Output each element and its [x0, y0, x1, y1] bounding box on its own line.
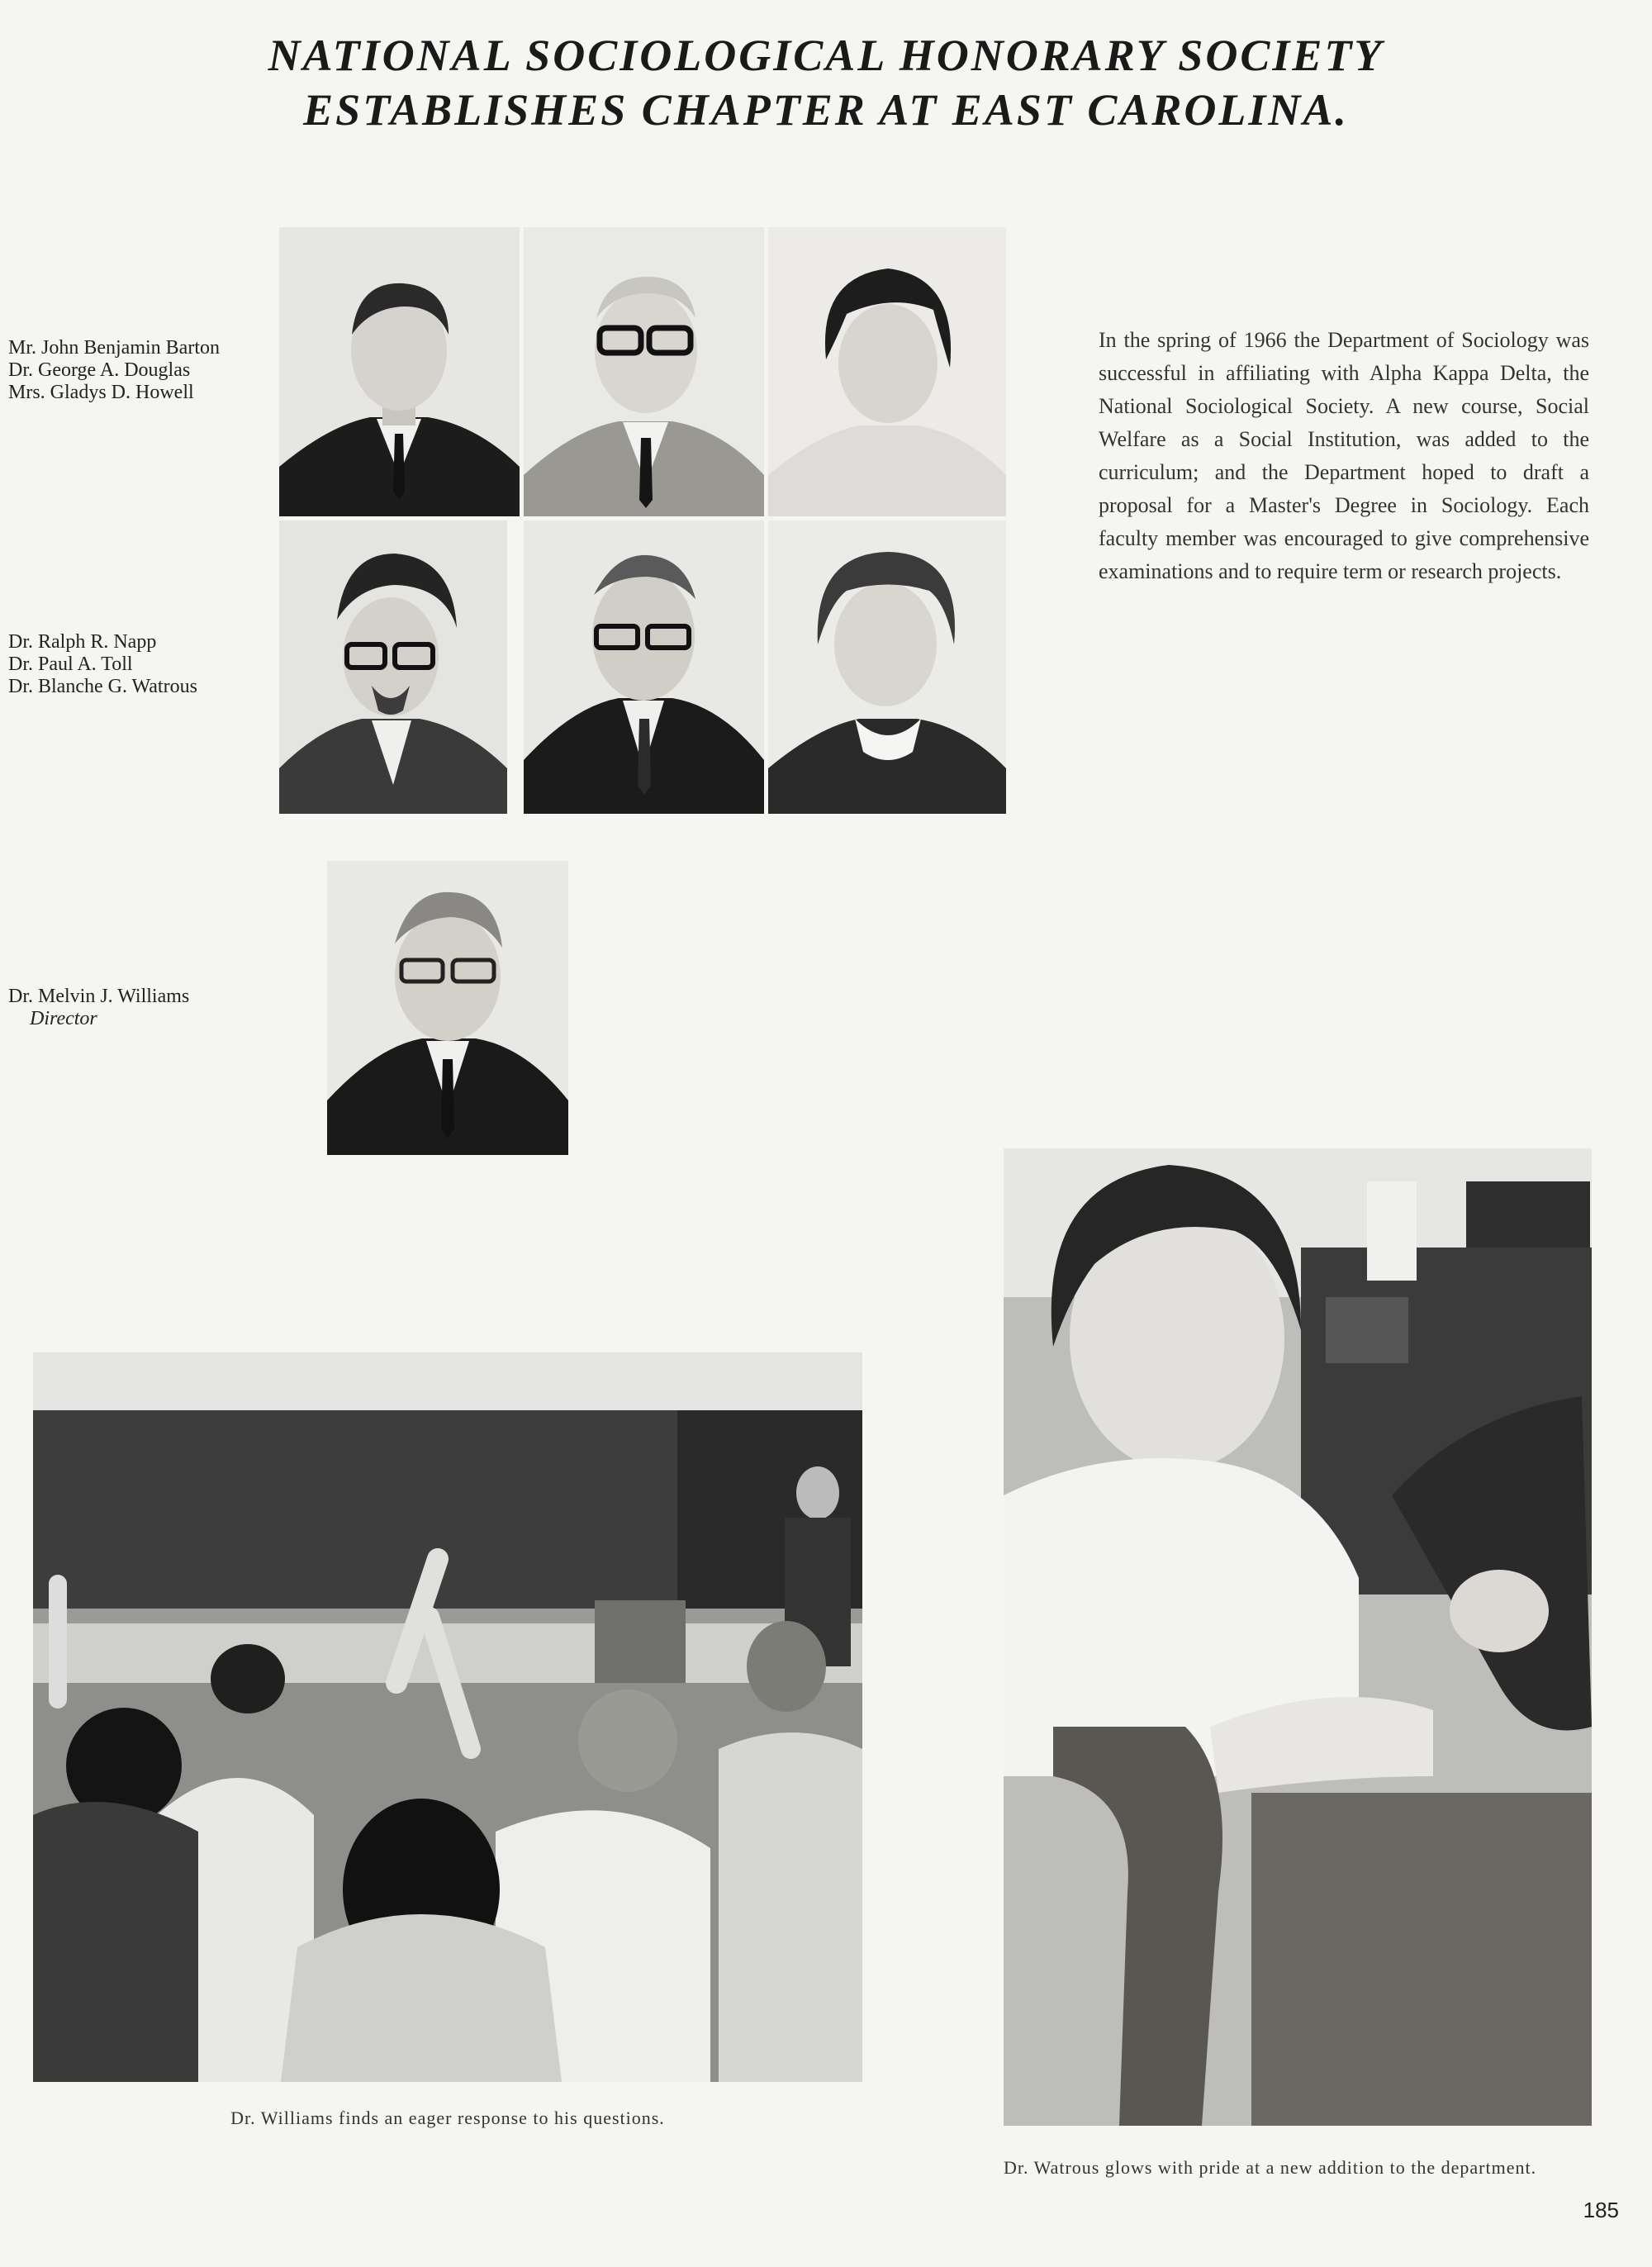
faculty-name-list-row2	[8, 631, 197, 698]
article-paragraph: In the spring of 1966 the Department of Sociology was successful in affiliating with Alpha Kappa Delta, the National Sociological Society. A new course, Social Welfare as a Social Institution, was added to the curriculum; and the Department hoped to draft a proposal for a Master's Degree in Sociology. Each faculty member was encouraged to give comprehensive examinations and to require term or research projects.	[1099, 328, 1589, 583]
portrait-douglas	[524, 227, 764, 516]
faculty-name: Dr. George A. Douglas	[8, 359, 191, 381]
faculty-name: Dr. Paul A. Toll	[8, 653, 133, 675]
faculty-name: Dr. Ralph R. Napp	[8, 631, 157, 653]
portrait-williams	[327, 861, 568, 1155]
portrait-toll	[524, 520, 764, 814]
director-name: Dr. Melvin J. Williams	[8, 986, 190, 1007]
watrous-caption: Dr. Watrous glows with pride at a new addition to the department.	[1004, 2157, 1537, 2178]
portrait-barton	[279, 227, 520, 516]
classroom-caption: Dr. Williams finds an eager response to his questions.	[230, 2108, 665, 2128]
portrait-howell	[768, 227, 1006, 516]
headline-line-1: NATIONAL SOCIOLOGICAL HONORARY SOCIETY	[268, 31, 1384, 80]
faculty-name: Mr. John Benjamin Barton	[8, 337, 220, 359]
classroom-photo	[33, 1352, 862, 2082]
director-caption	[8, 986, 189, 1030]
faculty-name: Dr. Blanche G. Watrous	[8, 676, 197, 697]
page-number: 185	[1583, 2198, 1619, 2222]
watrous-photo	[1004, 1148, 1592, 2126]
headline-line-2: ESTABLISHES CHAPTER AT EAST CAROLINA.	[303, 85, 1349, 135]
faculty-name: Mrs. Gladys D. Howell	[8, 382, 194, 403]
director-role: Director	[30, 1008, 97, 1029]
faculty-name-list-row1	[8, 337, 220, 404]
portrait-watrous	[768, 520, 1006, 814]
portrait-napp	[279, 520, 507, 814]
